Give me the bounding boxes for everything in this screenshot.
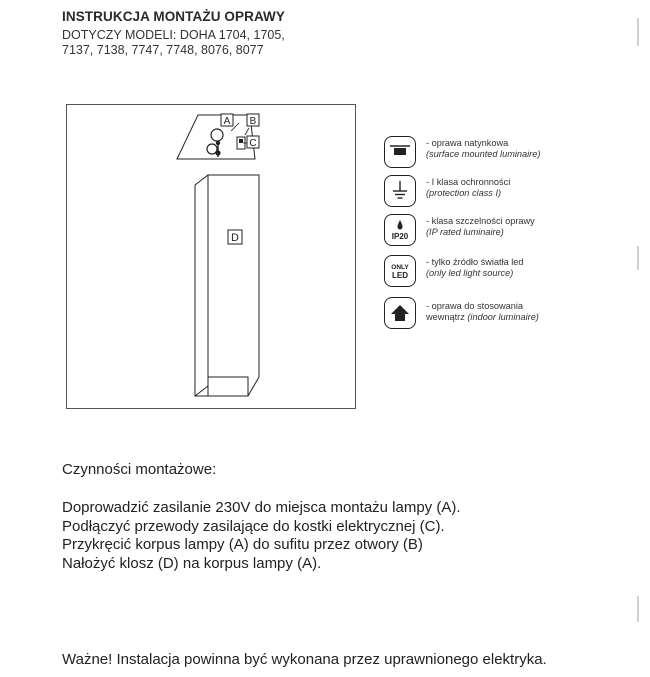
- ip-rating-icon: [384, 214, 416, 246]
- only-led-icon: [384, 255, 416, 287]
- symbol-pl: - oprawa do stosowania: [426, 301, 524, 311]
- only-badge: ONLY: [391, 264, 409, 271]
- instructions-heading: Czynności montażowe:: [62, 461, 217, 478]
- ground-protection-icon: [384, 175, 416, 207]
- edge-mark: [637, 596, 639, 622]
- mounting-diagram: [66, 104, 356, 409]
- plate-hole: [211, 129, 223, 141]
- instruction-step: Nałożyć klosz (D) na korpus lampy (A).: [62, 554, 322, 572]
- symbol-pl: - I klasa ochronności: [426, 177, 511, 187]
- water-drop-icon: [398, 220, 403, 230]
- led-badge: LED: [392, 271, 408, 280]
- instruction-step: Podłączyć przewody zasilające do kostki elektrycznej (C).: [62, 517, 445, 535]
- symbol-en: (IP rated luminaire): [426, 227, 504, 237]
- surface-mounted-icon: [384, 136, 416, 168]
- symbol-text: [426, 138, 540, 160]
- indoor-house-icon: [384, 297, 416, 329]
- label-b: B: [249, 116, 257, 127]
- symbol-pl: - tylko źródło światła led: [426, 257, 524, 267]
- mounting-drawing: [67, 105, 357, 410]
- symbol-pl: - oprawa natynkowa: [426, 138, 509, 148]
- label-a: A: [223, 116, 231, 127]
- symbol-text: [426, 177, 510, 199]
- symbol-text: [426, 301, 539, 323]
- document-title: INSTRUKCJA MONTAŻU OPRAWY: [62, 9, 285, 24]
- symbol-pl2: wewnątrz: [426, 312, 465, 322]
- models-line-1: DOTYCZY MODELI: DOHA 1704, 1705,: [62, 28, 285, 42]
- symbol-en: (surface mounted luminaire): [426, 149, 541, 159]
- symbol-en: (only led light source): [426, 268, 514, 278]
- label-d: D: [231, 232, 239, 244]
- label-c: C: [249, 138, 257, 149]
- symbol-text: [426, 257, 524, 279]
- symbol-en: (indoor luminaire): [467, 312, 539, 322]
- warning-note: Ważne! Instalacja powinna być wykonana przez uprawnionego elektryka.: [62, 651, 547, 668]
- instruction-step: Przykręcić korpus lampy (A) do sufitu przez otwory (B): [62, 536, 423, 553]
- symbol-text: [426, 216, 535, 238]
- models-list: [62, 28, 285, 58]
- models-line-2: 7137, 7138, 7747, 7748, 8076, 8077: [62, 43, 264, 57]
- symbol-pl: - klasa szczelności oprawy: [426, 216, 535, 226]
- edge-mark: [637, 246, 639, 270]
- symbol-en: (protection class I): [426, 188, 502, 198]
- instructions-steps: [62, 499, 461, 573]
- lamp-shade: [195, 175, 259, 396]
- edge-mark: [637, 18, 639, 46]
- ip-badge: IP20: [391, 232, 409, 241]
- instruction-step: Doprowadzić zasilanie 230V do miejsca montażu lampy (A).: [62, 499, 461, 516]
